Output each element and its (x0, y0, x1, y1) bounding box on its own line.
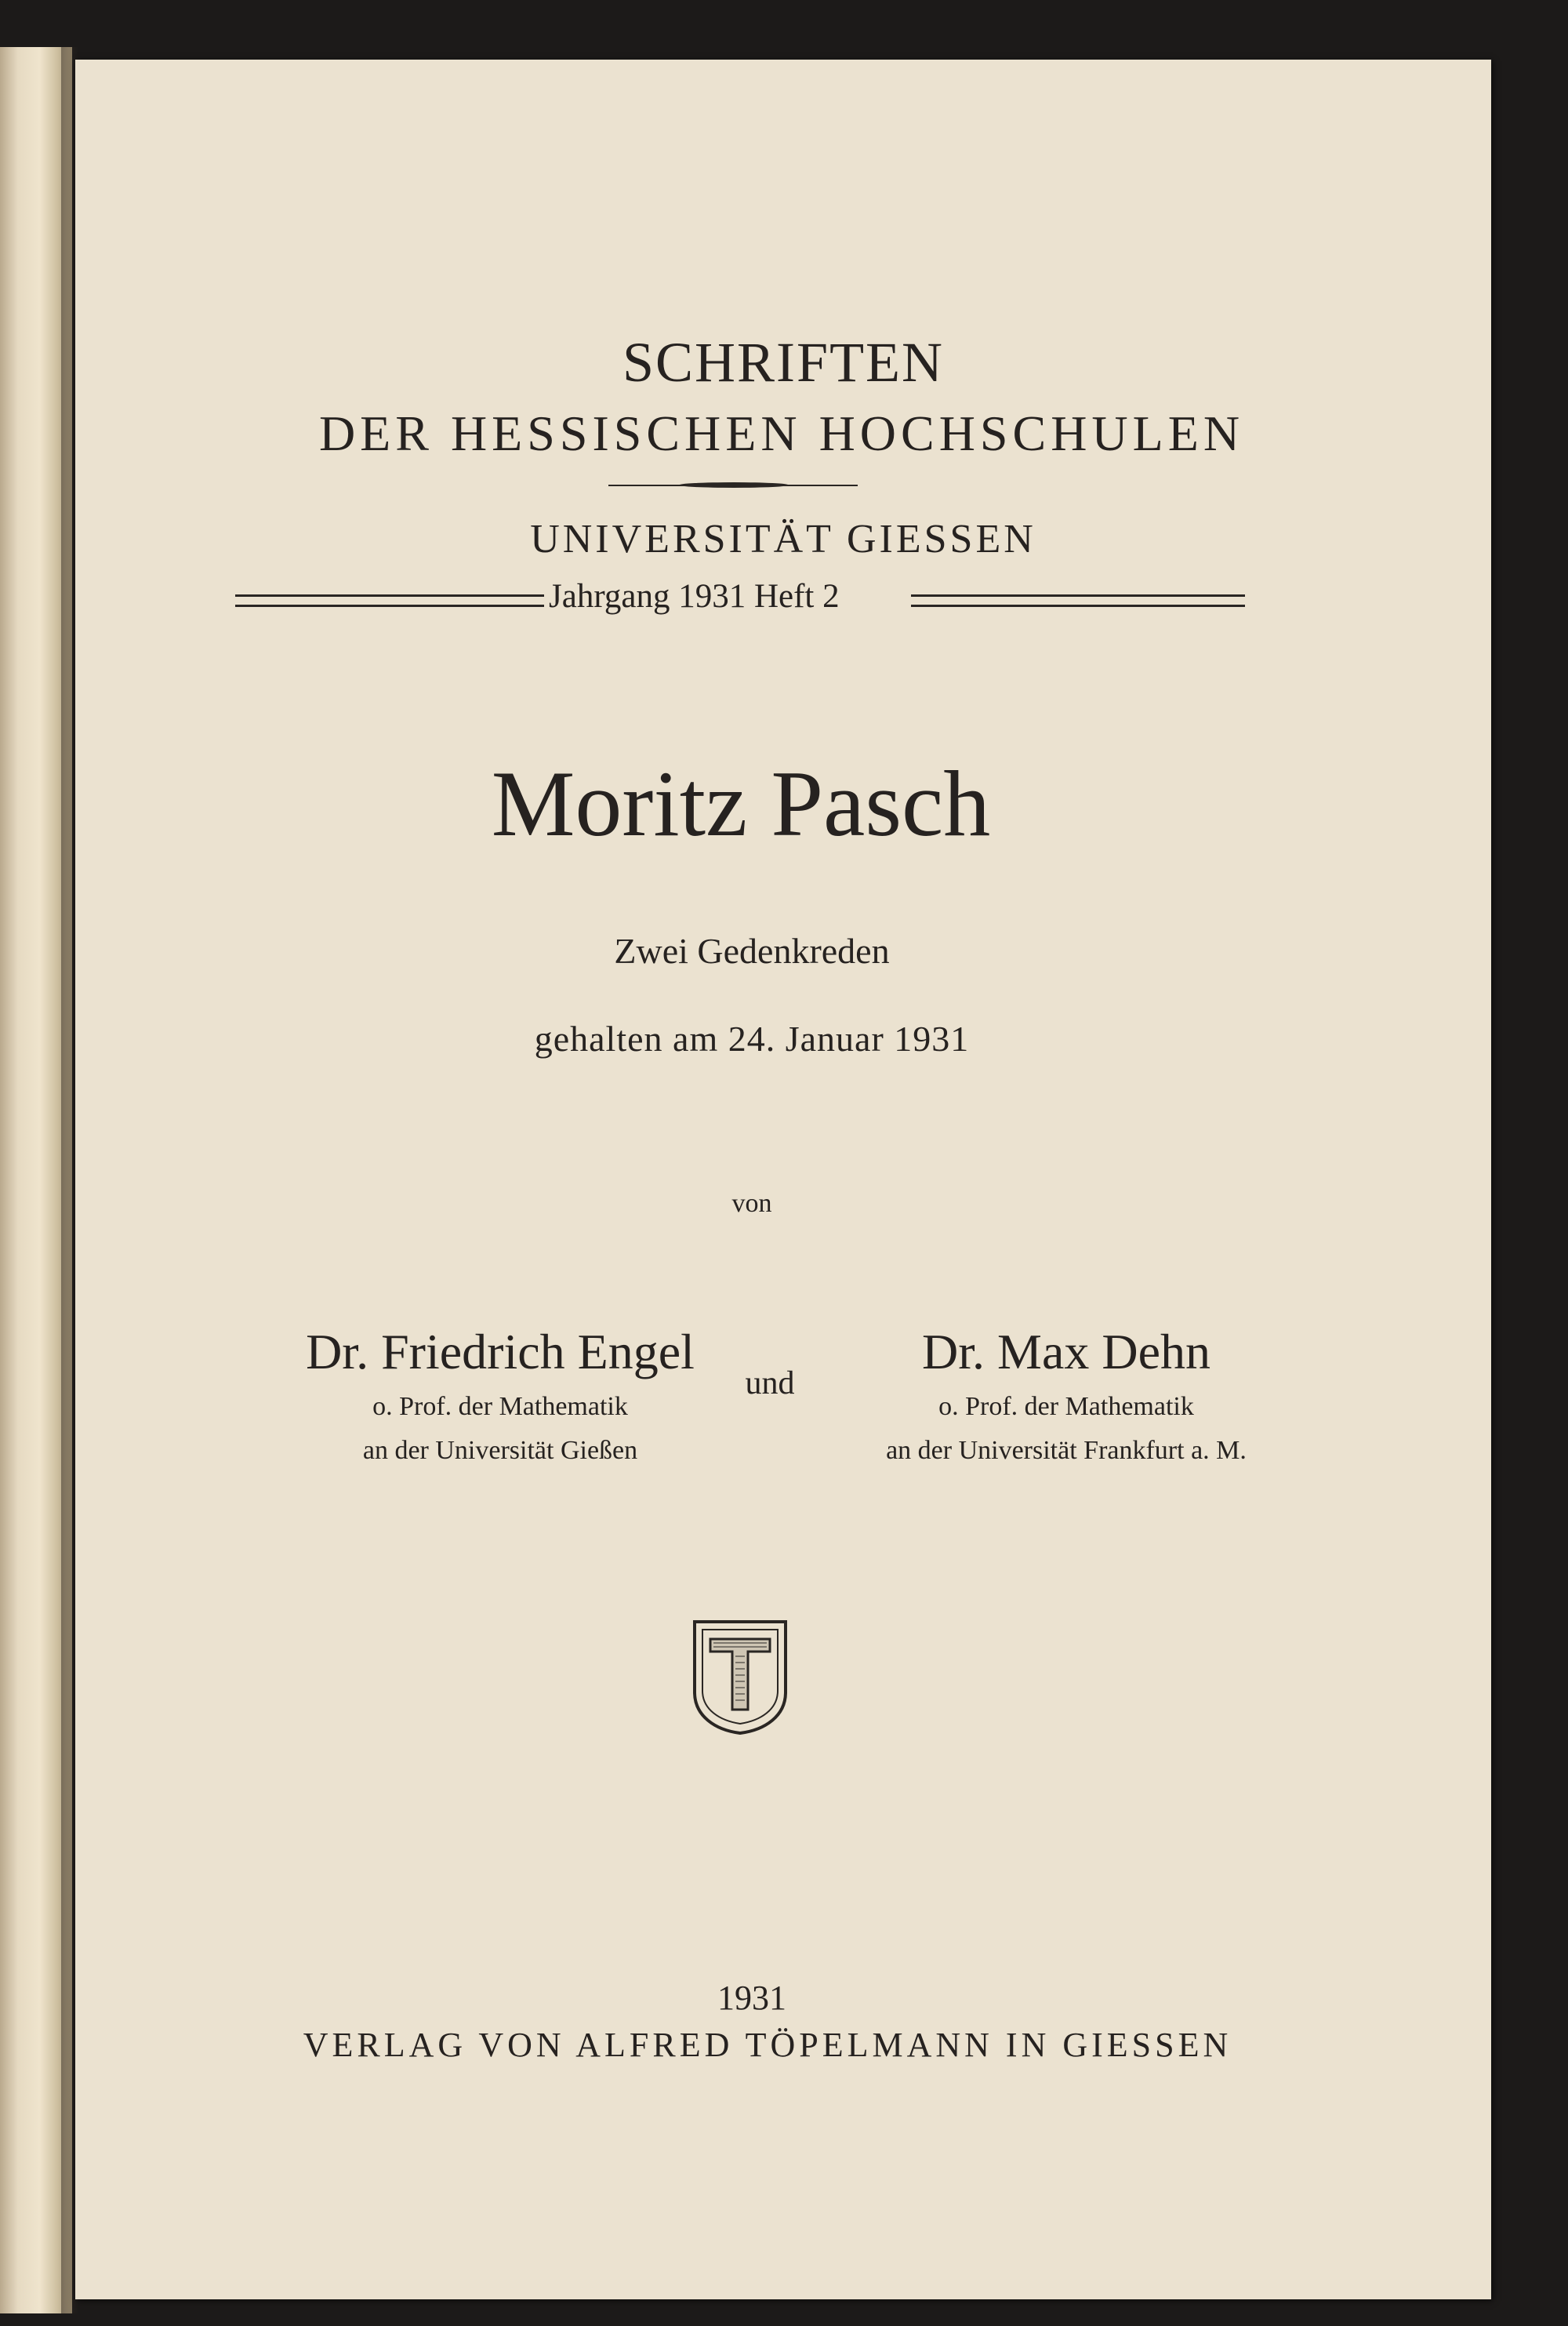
publication-year: 1931 (717, 1979, 786, 2017)
volume-info: Jahrgang 1931 Heft 2 (549, 578, 840, 615)
title-page (75, 60, 1491, 2299)
ornament-divider-center (679, 482, 789, 488)
subtitle: Zwei Gedenkreden (614, 931, 890, 971)
author-affiliation: an der Universität Gießen (362, 1436, 638, 1465)
series-title: SCHRIFTEN (622, 331, 945, 394)
author-name: Dr. Friedrich Engel (306, 1324, 695, 1379)
university-name: UNIVERSITÄT GIESSEN (530, 517, 1036, 562)
author-affiliation: an der Universität Frankfurt a. M. (886, 1436, 1247, 1465)
author-name: Dr. Max Dehn (922, 1324, 1210, 1379)
author-role: o. Prof. der Mathematik (372, 1392, 628, 1421)
author-engel (243, 1319, 757, 1473)
by-line: von (731, 1189, 772, 1218)
double-rule-left (235, 594, 544, 607)
series-subtitle: DER HESSISCHEN HOCHSCHULEN (318, 405, 1245, 461)
conjunction: und (745, 1365, 795, 1401)
main-title: Moritz Pasch (491, 751, 991, 856)
publisher-line: VERLAG VON ALFRED TÖPELMANN IN GIESSEN (303, 2026, 1232, 2064)
date-line: gehalten am 24. Januar 1931 (534, 1019, 970, 1059)
author-dehn (784, 1319, 1348, 1473)
author-role: o. Prof. der Mathematik (938, 1392, 1194, 1421)
double-rule-right (911, 594, 1245, 607)
publisher-crest-icon (690, 1617, 790, 1736)
